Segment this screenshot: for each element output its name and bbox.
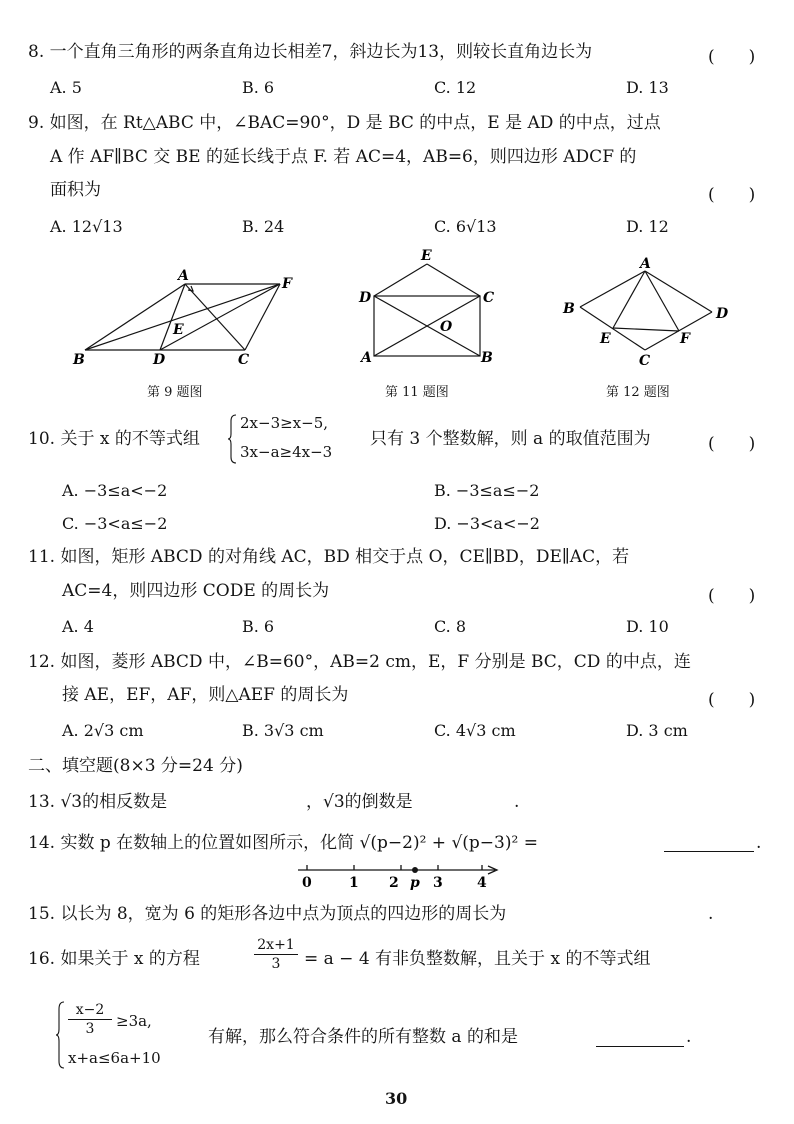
q8-option-d: D. 13 (626, 78, 669, 97)
fig11-caption: 第 11 题图 (385, 385, 449, 400)
q11-line1: 11. 如图，矩形 ABCD 的对角线 AC，BD 相交于点 O，CE∥BD，DE∥AC，若 (28, 547, 630, 567)
q14-tick-0: 0 (302, 875, 312, 891)
fig9-label-e: E (173, 322, 184, 338)
q8-option-b: B. 6 (242, 78, 275, 97)
q16-brace (56, 1000, 66, 1070)
q16-ineq1-fraction (68, 1002, 112, 1038)
q11-option-c: C. 8 (434, 617, 467, 636)
q16-ineq1-den: 3 (85, 1021, 95, 1037)
fig12-label-c: C (639, 353, 651, 369)
q12-line2: 接 AE，EF，AF，则△AEF 的周长为 (62, 685, 349, 705)
q9-option-b: B. 24 (242, 217, 285, 236)
q14-text: 14. 实数 p 在数轴上的位置如图所示，化简 √(p−2)² + √(p−3)² = (28, 833, 538, 853)
figure-9 (60, 255, 300, 375)
q9-paren: ( ) (708, 185, 756, 205)
q10-brace (228, 413, 238, 465)
fig11-label-e: E (421, 248, 432, 264)
q10-option-a: A. −3≤a<−2 (62, 481, 168, 500)
q13-part1: 13. √3的相反数是 (28, 792, 168, 812)
q12-option-a: A. 2√3 cm (62, 721, 144, 740)
q16-ineq1-num: x−2 (68, 1002, 112, 1020)
q8-option-c: C. 12 (434, 78, 477, 97)
q10-option-d: D. −3<a<−2 (434, 514, 540, 533)
figure-12 (555, 255, 735, 370)
q9-option-d: D. 12 (626, 217, 669, 236)
q16-suffix: 有解，那么符合条件的所有整数 a 的和是 (208, 1027, 518, 1047)
q16-prefix: 16. 如果关于 x 的方程 (28, 949, 200, 969)
q10-option-c: C. −3<a≤−2 (62, 514, 168, 533)
q14-tick-p: p (410, 875, 420, 891)
fig12-label-a: A (640, 256, 651, 272)
q16-frac-den: 3 (271, 956, 281, 972)
q12-option-d: D. 3 cm (626, 721, 688, 740)
q8-option-a: A. 5 (50, 78, 82, 97)
q16-equation-fraction (254, 937, 298, 973)
q10-paren: ( ) (708, 434, 756, 454)
q14-tick-3: 3 (433, 875, 443, 891)
q16-frac-num: 2x+1 (254, 937, 298, 955)
q15-end: . (708, 904, 714, 924)
q15-text: 15. 以长为 8，宽为 6 的矩形各边中点为顶点的四边形的周长为 (28, 904, 507, 924)
q16-ineq1-rest: ≥3a, (116, 1012, 152, 1030)
fig9-label-f: F (282, 276, 292, 292)
q8-paren: ( ) (708, 47, 756, 67)
fig9-label-b: B (73, 352, 85, 368)
q11-option-b: B. 6 (242, 617, 275, 636)
q14-number-line (290, 860, 510, 892)
q9-option-c: C. 6√13 (434, 217, 497, 236)
q11-paren: ( ) (708, 586, 756, 606)
q9-line1: 9. 如图，在 Rt△ABC 中，∠BAC=90°，D 是 BC 的中点，E 是 AD 的中点，过点 (28, 113, 661, 133)
q11-option-a: A. 4 (62, 617, 94, 636)
fig12-caption: 第 12 题图 (606, 385, 670, 400)
fig12-label-e: E (600, 331, 611, 347)
q12-paren: ( ) (708, 690, 756, 710)
fig9-label-a: A (178, 268, 189, 284)
fig11-label-o: O (440, 319, 453, 335)
fig9-label-c: C (238, 352, 250, 368)
section-2-title: 二、填空题(8×3 分=24 分) (28, 756, 243, 776)
fig11-label-b: B (481, 350, 493, 366)
q12-option-b: B. 3√3 cm (242, 721, 324, 740)
q10-option-b: B. −3≤a≤−2 (434, 481, 540, 500)
q16-ineq2: x+a≤6a+10 (68, 1049, 161, 1067)
figure-11 (350, 244, 510, 369)
fig11-label-c: C (483, 290, 495, 306)
fig11-label-a: A (361, 350, 372, 366)
q16-end: . (686, 1027, 692, 1047)
q14-end: . (756, 833, 762, 853)
q10-ineq1: 2x−3≥x−5, (240, 414, 329, 432)
q12-line1: 12. 如图，菱形 ABCD 中，∠B=60°，AB=2 cm，E，F 分别是 BC，CD 的中点，连 (28, 652, 691, 672)
q13-end: . (514, 792, 520, 812)
q12-option-c: C. 4√3 cm (434, 721, 516, 740)
fig12-label-b: B (563, 301, 575, 317)
q9-line3: 面积为 (50, 180, 101, 200)
page-number: 30 (385, 1089, 408, 1108)
q10-prefix: 10. 关于 x 的不等式组 (28, 429, 200, 449)
q14-tick-2: 2 (389, 875, 399, 891)
fig12-label-f: F (680, 331, 690, 347)
fig12-label-d: D (716, 306, 729, 322)
q8-stem: 8. 一个直角三角形的两条直角边长相差7，斜边长为13，则较长直角边长为 (28, 42, 593, 62)
q10-suffix: 只有 3 个整数解，则 a 的取值范围为 (370, 429, 651, 449)
q10-ineq2: 3x−a≥4x−3 (240, 443, 333, 461)
fig9-label-d: D (153, 352, 166, 368)
q13-part2: ，√3的倒数是 (306, 792, 413, 812)
q9-line2: A 作 AF∥BC 交 BE 的延长线于点 F. 若 AC=4，AB=6，则四边形 ADCF 的 (50, 147, 637, 167)
q14-tick-4: 4 (477, 875, 487, 891)
fig9-caption: 第 9 题图 (147, 385, 203, 400)
q16-answer-blank[interactable] (596, 1030, 684, 1047)
q11-line2: AC=4，则四边形 CODE 的周长为 (62, 581, 330, 601)
q11-option-d: D. 10 (626, 617, 669, 636)
q14-answer-blank[interactable] (664, 835, 754, 852)
fig11-label-d: D (359, 290, 372, 306)
q9-option-a: A. 12√13 (50, 217, 123, 236)
q14-tick-1: 1 (349, 875, 359, 891)
q16-mid: = a − 4 有非负整数解，且关于 x 的不等式组 (304, 949, 651, 969)
